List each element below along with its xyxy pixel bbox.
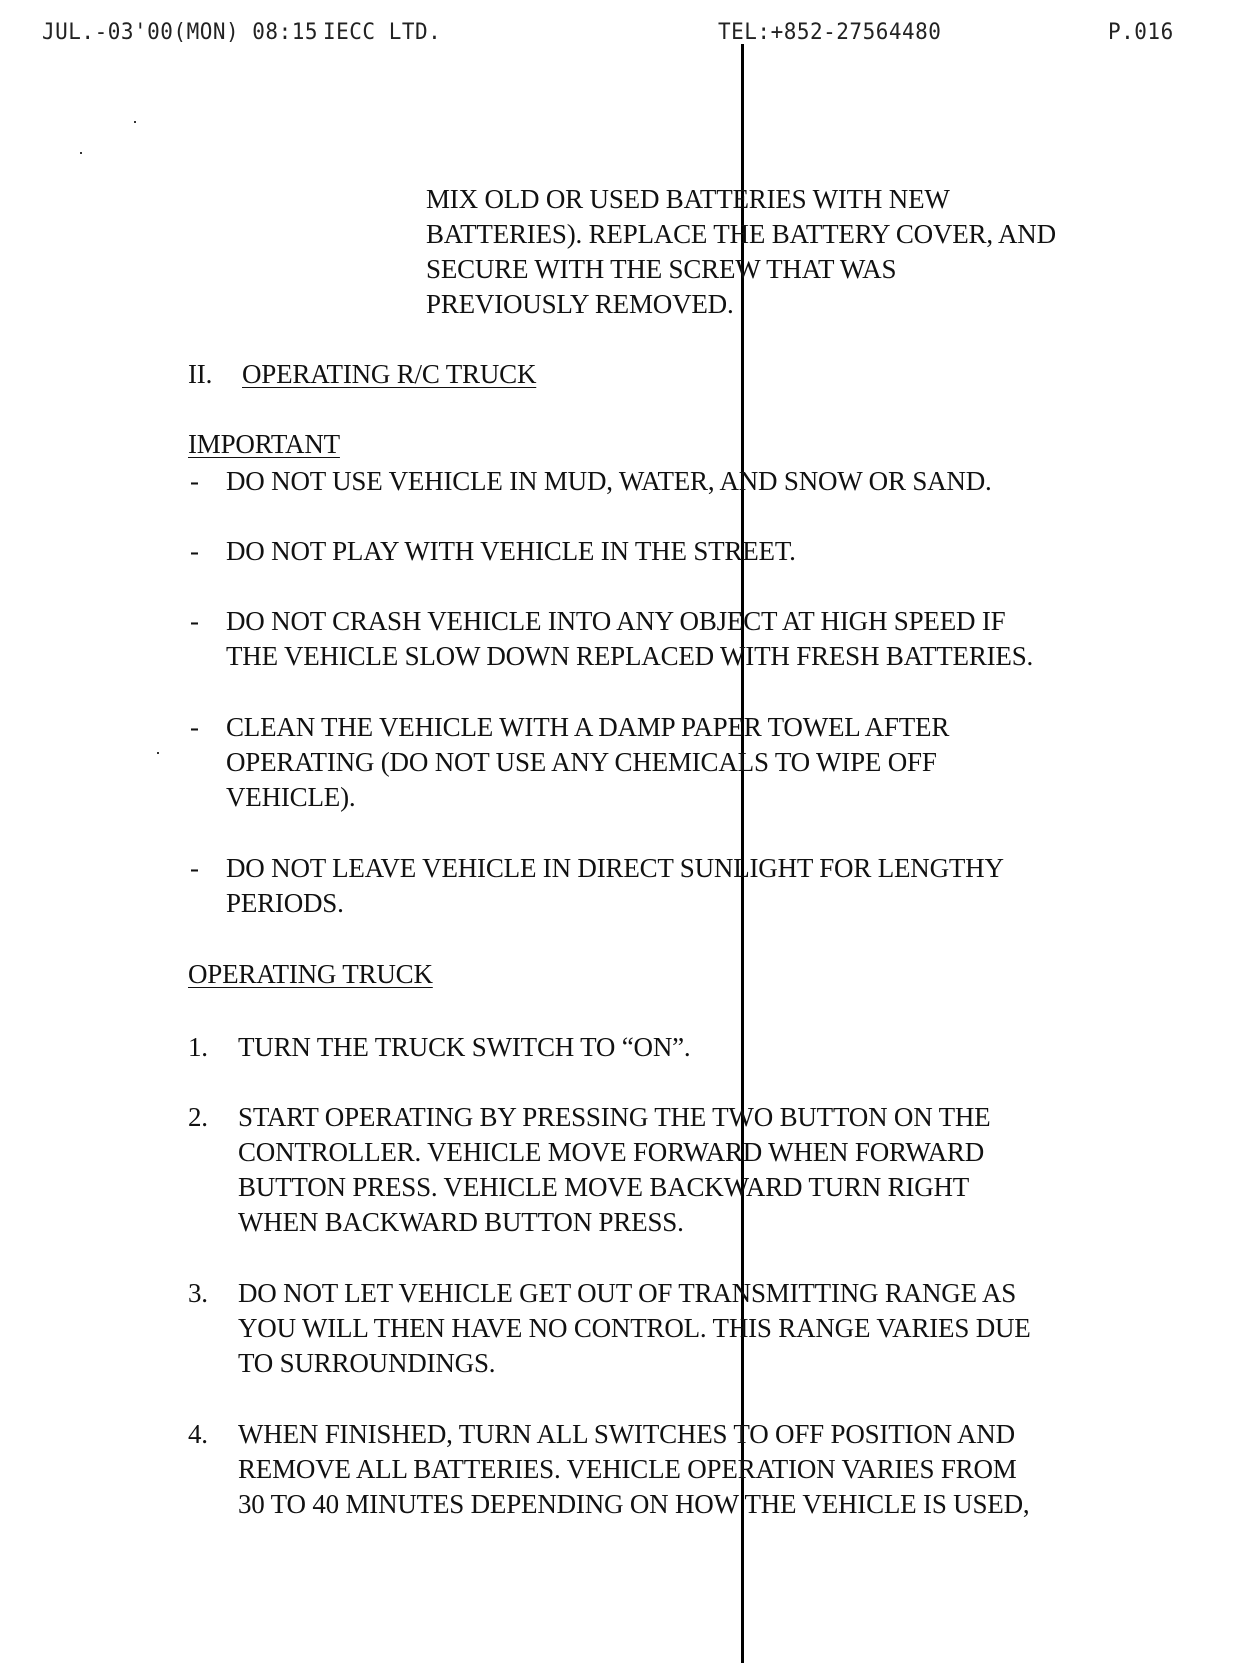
scan-speck (134, 121, 136, 123)
step-number: 4. (188, 1419, 208, 1449)
list-item (238, 1030, 691, 1065)
text-line: 30 TO 40 MINUTES DEPENDING ON HOW THE VEHICLE IS USED, (238, 1489, 1030, 1519)
list-item (226, 464, 992, 499)
important-heading: IMPORTANT (188, 429, 340, 459)
list-item (238, 1417, 1029, 1522)
text-line: PERIODS. (226, 888, 344, 918)
fax-sender: IECC LTD. (323, 19, 442, 45)
text-line: MIX OLD OR USED BATTERIES WITH NEW (426, 184, 950, 214)
text-line: DO NOT LET VEHICLE GET OUT OF TRANSMITTING RANGE AS (238, 1278, 1017, 1308)
text-line: BUTTON PRESS. VEHICLE MOVE BACKWARD TURN RIGHT (238, 1172, 970, 1202)
step-number: 1. (188, 1032, 208, 1062)
list-item (238, 1276, 1031, 1381)
text-line: WHEN BACKWARD BUTTON PRESS. (238, 1207, 684, 1237)
scan-speck (157, 752, 159, 754)
bullet-marker: - (190, 712, 199, 742)
text-line: DO NOT PLAY WITH VEHICLE IN THE STREET. (226, 536, 796, 566)
text-line: REMOVE ALL BATTERIES. VEHICLE OPERATION VARIES FROM (238, 1454, 1017, 1484)
section-title: OPERATING R/C TRUCK (242, 359, 537, 389)
text-line: DO NOT LEAVE VEHICLE IN DIRECT SUNLIGHT FOR LENGTHY (226, 853, 1004, 883)
list-item (226, 604, 1033, 674)
text-line: WHEN FINISHED, TURN ALL SWITCHES TO OFF POSITION AND (238, 1419, 1015, 1449)
text-line: BATTERIES). REPLACE THE BATTERY COVER, AND (426, 219, 1056, 249)
text-line: YOU WILL THEN HAVE NO CONTROL. THIS RANGE VARIES DUE (238, 1313, 1031, 1343)
list-item (226, 851, 1004, 921)
fax-tel: TEL:+852-27564480 (718, 19, 942, 45)
step-number: 3. (188, 1278, 208, 1308)
text-line: TO SURROUNDINGS. (238, 1348, 496, 1378)
text-line: THE VEHICLE SLOW DOWN REPLACED WITH FRESH BATTERIES. (226, 641, 1034, 671)
list-item (226, 710, 949, 815)
text-line: DO NOT USE VEHICLE IN MUD, WATER, AND SNOW OR SAND. (226, 466, 992, 496)
section-number: II. (188, 359, 213, 389)
text-line: CONTROLLER. VEHICLE MOVE FORWARD WHEN FORWARD (238, 1137, 985, 1167)
text-line: OPERATING (DO NOT USE ANY CHEMICALS TO WIPE OFF (226, 747, 937, 777)
fax-header (0, 19, 1244, 51)
text-line: CLEAN THE VEHICLE WITH A DAMP PAPER TOWEL AFTER (226, 712, 950, 742)
operating-heading: OPERATING TRUCK (188, 959, 433, 989)
fax-date: JUL.-03'00(MON) 08:15 (42, 19, 319, 45)
scan-speck (80, 152, 82, 154)
text-line: DO NOT CRASH VEHICLE INTO ANY OBJECT AT HIGH SPEED IF (226, 606, 1006, 636)
bullet-marker: - (190, 466, 199, 496)
step-number: 2. (188, 1102, 208, 1132)
list-item (226, 534, 796, 569)
text-line: VEHICLE). (226, 782, 356, 812)
text-line: SECURE WITH THE SCREW THAT WAS (426, 254, 897, 284)
bullet-marker: - (190, 853, 199, 883)
text-line: PREVIOUSLY REMOVED. (426, 289, 734, 319)
list-item (238, 1100, 990, 1240)
continuation-paragraph (426, 182, 1056, 322)
text-line: TURN THE TRUCK SWITCH TO “ON”. (238, 1032, 691, 1062)
bullet-marker: - (190, 606, 199, 636)
fax-page-number: P.016 (1108, 19, 1174, 45)
bullet-marker: - (190, 536, 199, 566)
text-line: START OPERATING BY PRESSING THE TWO BUTTON ON THE (238, 1102, 991, 1132)
